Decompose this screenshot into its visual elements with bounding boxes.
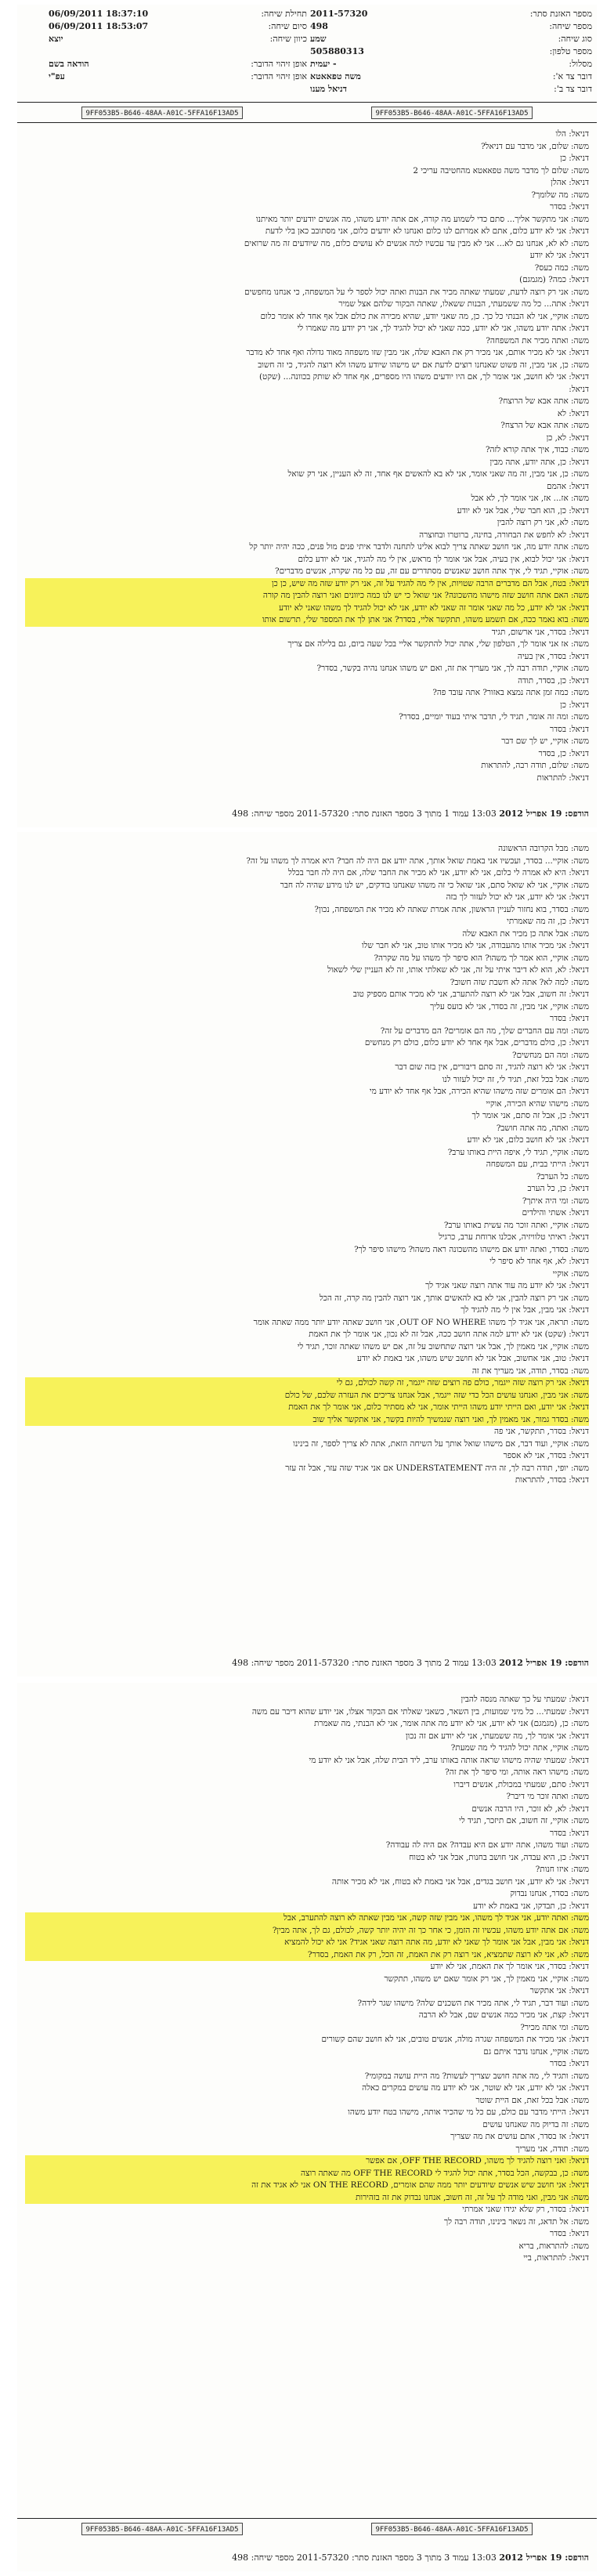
- footer-divider: [17, 2518, 597, 2519]
- transcript-line: משה: מישהו שהיא הכירה, אוקיי: [486, 1098, 589, 1109]
- transcript-line: דניאל: (שקט) אני לא יודע למה אתה חושב ככה, אבל זה לא נכון, אני אומר לך את האמת: [309, 1330, 589, 1339]
- transcript-line: דניאל: כן, הוא חבר שלי, אבל אני לא יודע: [457, 505, 589, 516]
- header-row: [49, 20, 307, 33]
- header-row: [310, 83, 592, 96]
- transcript-line: משה: ומה עם החברים שלך, מה הם אומרים? הם מדברים על זה?: [380, 1026, 589, 1036]
- transcript-line: דניאל: הייתי בבית, עם המשפחה: [486, 1160, 589, 1169]
- transcript-line: דניאל: אני מכיר את המשפחה שגרה מולה, אנשים טובים, אני לא חושב שהם קשורים: [321, 2035, 589, 2044]
- transcript-line: משה: ואתה זוכר מי דיבר?: [506, 1792, 589, 1801]
- transcript-line: משה: אז... אז, אני אומר לך, לא אבל: [471, 494, 589, 503]
- transcript-line: דניאל: טוב, אני אחשוב, אבל אני לא חושב שיש משהו, אני באמת לא יודע: [357, 1354, 589, 1363]
- transcript-line: משה: איזו חנות?: [535, 1865, 589, 1874]
- footer-prefix: הודפס: 19 אפריל 2012: [499, 809, 589, 819]
- header-field-label: תחילת שיחה:: [261, 9, 307, 19]
- transcript-line: משה: אוקיי, אני מאמין לך, אני רק אומר שאם יש משהו, תתקשר: [384, 1974, 589, 1984]
- transcript-line: דניאל: אני אתקשר: [529, 1986, 589, 1995]
- transcript-line: דניאל: שמעתי שהיה מישהו שראה אותה באותו ערב, ליד הבית שלה, אבל אני לא יודע מי: [309, 1755, 589, 1765]
- header-row: [310, 71, 592, 83]
- header-field-label: סוג שיחה:: [558, 34, 592, 44]
- transcript-line: משה: מה שלומך?: [531, 190, 589, 200]
- transcript-line: משה: כן, (מגמגם) אני לא יודע, אני לא יודע מה אתה אומר, אני לא הבנתי, מה שאמרת: [314, 1719, 589, 1728]
- transcript-line: משה: שלום לך מדבר משה טפאאטא מהחטיבה עריכי 2: [413, 165, 589, 175]
- header-field-value: - יעמית: [310, 59, 337, 69]
- transcript-line: דניאל: היא לא אמרה לי כלום, אני לא יודע, אני לא מכיר את החבר שלה, אם היה לה חבר בכלל: [287, 868, 589, 877]
- highlighted-transcript-line: משה: ואתה יודע, אני אגיד לך משהו, אני מבין שזה קשה, אני מבין שאתה לא רוצה להתערב, אבל: [25, 1912, 589, 1925]
- header-field-label: מסלול:: [569, 59, 592, 69]
- transcript-line: משה: כמה זמן אתה נמצא באזור? אתה עובד פה?: [432, 688, 589, 697]
- transcript-line: משה: אבל בכל זאת, תגיד לי, זה יכול לעזור לנו: [442, 1074, 589, 1084]
- transcript-line: דניאל: בסדר: [549, 724, 589, 734]
- transcript-line: משה: אבל אתה כן מכיר את האבא שלה: [462, 928, 589, 939]
- transcript-line: דניאל: אני יכול לבוא, אין בעיה, אבל אני אומר לך מראש, אין לי מה להגיד, אני לא יודע כלום: [298, 554, 589, 564]
- transcript-line: משה: ומי אתה מכיר?: [520, 2022, 589, 2032]
- transcript-line: דניאל: כן, בסדר: [538, 748, 589, 758]
- header-details-left: [49, 8, 307, 83]
- header-field-value: הודאה בשם: [49, 59, 89, 69]
- transcript-line: משה: זה בדיוק מה שאנחנו עושים: [482, 2119, 589, 2129]
- footer-prefix: הודפס: 19 אפריל 2012: [499, 1658, 589, 1668]
- header-field-label: דובר צד ב':: [554, 84, 592, 94]
- transcript-line: משה: כן, אני מבין, זה מה שאני אומר, אני לא בא להאשים אף אחד, זה לא העניין, אני רק שואל: [287, 469, 589, 479]
- transcript-line: משה: יופי, תודה רבה לך, זה היה UNDERSTATEMENT אם אני אגיד שזה עזר, אבל זה עזר: [285, 1463, 589, 1473]
- transcript-line: משה: אל תדאג, זה נשאר בינינו, תודה רבה לך: [444, 2216, 589, 2227]
- transcript-line: דניאל: בסדר, אני ארשום, תגיד: [491, 627, 589, 637]
- transcript-line: משה: כן, אני מבין, זה פשוט שאנחנו רוצים לדעת אם יש מישהו שיודע משהו ולא רוצה להגיד, כי זה חשוב: [258, 360, 589, 370]
- guid-label: 9FF053B5-B646-48AA-A01C-5FFA16F13AD5: [371, 107, 532, 119]
- transcript-line: משה: ועוד משהו, אתה יודע אם היא עבדה? אם היה לה עבודה?: [385, 1840, 589, 1850]
- transcript-line: דניאל: בסדר, תתקשר, אני פה: [494, 1427, 589, 1436]
- transcript-line: משה: ומה הם מנחשים?: [512, 1050, 589, 1060]
- highlighted-transcript-line: משה: בוא נאמר ככה, אם תשמע משהו, תתקשר אליי, בסדר? אני אתן לך את המספר שלי, תרשום אותו: [25, 614, 589, 627]
- transcript-line: דניאל: כן, בסדר, תודה: [518, 675, 589, 686]
- transcript-lines: [25, 128, 589, 784]
- page-footer: [25, 1656, 589, 1670]
- highlighted-transcript-line: משה: לא, אני לא רוצה שתמציא, אני רוצה רק את האמת, זה הכל, רק את האמת, בסדר?: [25, 1949, 589, 1962]
- footer-prefix: הודפס: 19 אפריל 2012: [499, 2552, 589, 2563]
- transcript-line: משה: אוקיי, תודה רבה לך, אני מעריך את זה, ואם יש משהו אנחנו נהיה בקשר, בסדר?: [316, 664, 589, 673]
- transcript-line: משה: כמה כעס?: [534, 262, 589, 273]
- page-footer: [25, 2551, 589, 2565]
- transcript-line: משה: אוקיי, אני מבין, זה בסדר, אני לא כועס עליך: [430, 1001, 589, 1011]
- transcript-line: משה: אני מתקשר אליך... סתם כדי לשמוע מה קורה, אם אתה יודע משהו, מה אנשים יודעים יותר מאיתנו: [255, 214, 589, 224]
- header-field-label: אופן זיהוי הדובר:: [251, 71, 307, 81]
- guid-label: 9FF053B5-B646-48AA-A01C-5FFA16F13AD5: [81, 2523, 242, 2535]
- transcript-line: דניאל: בסדר: [549, 2059, 589, 2068]
- footer-time: 13:03: [471, 1658, 497, 1668]
- transcript-line: דניאל: אני לא חושב כלום, אני לא יודע: [467, 1135, 589, 1145]
- transcript-line: משה: להתראות, בריא: [518, 2241, 589, 2251]
- transcript-line: דניאל: כן, כולם מדברים, אבל אף אחד לא יודע כלום, כולם רק מנחשים: [364, 1038, 589, 1047]
- transcript-line: משה: אתה אבא של הרוצח?: [498, 396, 589, 406]
- highlighted-transcript-line: משה: כן, בבקשה, הכל בסדר, אתה יכול להגיד לי OFF THE RECORD מה שאתה רוצה: [25, 2168, 589, 2180]
- header-field-value: משה טפאאטא: [310, 71, 361, 81]
- highlighted-transcript-line: דניאל: אני מבין, אבל אני אומר לך שאני לא יודע, מה אתה רוצה שאני אגיד? אני לא יכול להמציא: [25, 1937, 589, 1949]
- transcript-line: דניאל: אהלן: [551, 178, 589, 187]
- transcript-line: דניאל: כן, אבל זה סתם, אני אומר לך: [471, 1111, 589, 1120]
- transcript-line: משה: בסדר, תודה, אני מעריך את זה: [471, 1366, 589, 1376]
- transcript-line: משה: תודה, אני מעריך: [515, 2144, 589, 2154]
- transcript-line: משה: תראה, אני אגיד לך משהו OUT OF NO WHERE, אני חושב שאתה יודע יותר ממה שאתה אומר: [253, 1317, 589, 1327]
- transcript-line: משה: מישהו ראה אותה, ומי סיפר לך את זה?: [445, 1767, 589, 1777]
- header-field-value: 2011-57320: [310, 9, 368, 19]
- transcript-line: דניאל: בסדר, להתראות: [515, 1475, 589, 1485]
- header-row: [49, 71, 307, 83]
- transcript-line: דניאל: לא, אף אחד לא סיפר לי: [489, 1257, 589, 1266]
- highlighted-transcript-line: משה: אם אתה יודע משהו, עכשיו זה הזמן, כי אחר כך זה יהיה יותר קשה, לכולם, גם לך, אתה מבין?: [25, 1925, 589, 1937]
- header-divider: [17, 122, 597, 123]
- header-field-label: מספר שיחה:: [549, 21, 592, 31]
- footer-call: מספר שיחה: 498: [232, 809, 294, 819]
- header-row: [49, 58, 307, 71]
- footer-case: מספר האזנת סתר: 2011-57320: [296, 1658, 414, 1668]
- transcript-line: משה: אתה אבא של הרצח?: [500, 421, 589, 430]
- guid-label: 9FF053B5-B646-48AA-A01C-5FFA16F13AD5: [371, 2523, 532, 2535]
- transcript-line: משה: שלום, אני מדבר עם דניאל?: [481, 141, 589, 151]
- transcript-line: משה: אני רק רוצה להבין, אני לא בא להאשים אותך, אני רוצה להבין מה קרה, זה הכל: [319, 1293, 589, 1303]
- transcript-line: דניאל: כן, אתה יודע, אתה מבין: [489, 457, 589, 467]
- transcript-line: דניאל: אני לא יודע, אני חושב בגדים, אבל אני באמת לא בטוח, אני לא מכיר אותה: [331, 1876, 589, 1887]
- footer-call: מספר שיחה: 498: [232, 2552, 294, 2563]
- guid-label: 9FF053B5-B646-48AA-A01C-5FFA16F13AD5: [81, 107, 242, 119]
- highlighted-transcript-line: משה: בסדר גמור, אני מאמין לך, ואני רוצה שנמשיך להיות בקשר, אני אתקשר אליך שוב: [25, 1414, 589, 1427]
- header-field-label: כיוון שיחה:: [269, 34, 307, 44]
- header-row: [310, 33, 592, 45]
- transcript-line: דניאל: אני לא חושב, אני אומר לך, אם היו יודעים משהו היו מספרים, אף אחד לא שותק בכוונה... (שקט): [259, 372, 589, 382]
- highlighted-transcript-line: דניאל: אני רק רוצה שזה ייגמר, כולם פה רוצים שזה ייגמר, זה קשה לכולם, גם לי: [25, 1377, 589, 1390]
- transcript-lines: [25, 843, 589, 1487]
- footer-case: מספר האזנת סתר: 2011-57320: [296, 809, 414, 819]
- transcript-line: משה: ואתה, מה אתה חושב?: [496, 1123, 589, 1133]
- header-field-value: 498: [310, 21, 328, 31]
- transcript-line: משה: למה לא? אתה לא חשבת שזה חשוב?: [450, 977, 589, 987]
- transcript-line: משה: כבוד, איך אתה קורא לזה?: [485, 445, 589, 454]
- transcript-line: דניאל: בסדר, רק שלא יגידו שאני אמרתי: [462, 2205, 589, 2214]
- transcript-line: דניאל: בסדר, אין בעיה: [517, 651, 589, 661]
- transcript-line: דניאל: אהמם: [547, 481, 589, 491]
- header-field-value: שמע: [310, 34, 327, 44]
- transcript-line: משה: אוקיי... בסדר, ועכשיו אני באמת שואל אותך, אתה יודע אם היה לה חבר? היא אמרה לך משהו על זה?: [246, 856, 589, 866]
- transcript-line: משה: ומה זה אומר, תגיד לי, תדבר איתי בעוד יומיים, בסדר?: [399, 712, 589, 722]
- transcript-line: דניאל: בסדר: [549, 1828, 589, 1838]
- header-divider: [17, 102, 597, 103]
- transcript-line: משה: אז אני אומר לך, הטלפון שלי, אתה יכול להתקשר אליי בכל שעה ביום, גם בלילה אם צריך: [287, 639, 589, 649]
- highlighted-transcript-line: דניאל: אני יודע, ואם הייתי יודע משהו הייתי אומר, אני לא מסתיר כלום, אני אומר לך את האמת: [25, 1402, 589, 1414]
- footer-page: עמוד 2 מתוך 3: [416, 1658, 469, 1668]
- footer-page: עמוד 1 מתוך 3: [416, 809, 469, 819]
- transcript-line: דניאל: הייתי מדבר עם כולם, עם כל מי שהכיר אותה, מישהו בטח יודע משהו: [348, 2107, 589, 2117]
- transcript-page-2: [17, 832, 597, 1677]
- transcript-line: דניאל: בסדר: [549, 2229, 589, 2238]
- transcript-line: דניאל: לא, לא זוכר, היו הרבה אנשים: [471, 1804, 589, 1814]
- transcript-line: דניאל: להתראות, ביי: [523, 2253, 589, 2263]
- transcript-line: משה: אוקיי, אנחנו נדבר איתם גם: [483, 2046, 589, 2057]
- transcript-line: משה: אוקיי, תגיד לי, איפה היית באותו ערב?: [447, 1147, 589, 1157]
- transcript-line: משה: אבל בכל זאת, אם היית שוטר: [475, 2095, 589, 2105]
- footer-page: עמוד 3 מתוך 3: [416, 2552, 469, 2563]
- header-field-label: סיום שיחה:: [268, 21, 307, 31]
- transcript-line: דניאל: כמה? (מגמגם): [519, 275, 589, 284]
- transcript-line: משה: ואתה מכיר את המשפחה?: [486, 335, 589, 346]
- transcript-line: דניאל: כן: [560, 700, 589, 710]
- transcript-line: דניאל: סתם, שמעתי במכולת, אנשים דיברו: [453, 1779, 589, 1789]
- transcript-line: דניאל:: [569, 384, 589, 394]
- transcript-line: משה: בסדר, ואתה יודע אם מישהו מהשכונה ראה משהו? מישהו סיפר לך?: [354, 1244, 589, 1254]
- transcript-line: דניאל: אני אומר לך, מה ששמעתי, אני לא יודע אם זה נכון: [405, 1731, 589, 1741]
- transcript-line: דניאל: אני לא יודע, אני לא יכול לעזור לך בזה: [446, 892, 589, 902]
- transcript-line: דניאל: אתה... כל מה ששמעתי, הבנות ששאלו, שאתה הבקור שלהם אצל שמיר: [338, 299, 589, 309]
- transcript-line: דניאל: ראיתי טלוויזיה, אכלנו ארוחת ערב, כרגיל: [439, 1232, 589, 1242]
- footer-time: 13:03: [471, 809, 497, 819]
- transcript-line: משה: אני רק רוצה לדעת, שמעתי שאתה מכיר את הבנות ואתה יכול לספר לי על המשפחה, כי אנחנו מחפשים: [244, 287, 589, 297]
- transcript-line: משה: ועוד דבר, תגיד לי, אתה מכיר את השכנים שלה? מישהו שגר לידה?: [357, 1998, 589, 2008]
- transcript-line: דניאל: אני לא מכיר אותם, אני מכיר רק את האבא שלה, אני מבין שזו משפחה מאוד גדולה ואף אחד לא מדבר: [246, 348, 589, 357]
- transcript-line: משה: ותגיד לי, מה אתה חושב שצריך לעשות? מה היית עושה במקומי?: [364, 2071, 589, 2081]
- footer-call: מספר שיחה: 498: [232, 1658, 294, 1668]
- transcript-line: דניאל: לא, כן: [546, 432, 589, 443]
- transcript-line: דניאל: אשתי והילדים: [522, 1208, 589, 1217]
- transcript-line: דניאל: אני לא יודע מה עוד אתה רוצה שאני אגיד לך: [425, 1281, 589, 1290]
- transcript-line: דניאל: הם אומרים שזה מישהו שהיא הכירה, אבל אף אחד לא יודע מי: [369, 1087, 589, 1096]
- transcript-line: דניאל: שמעתי... כל מיני שמועות, בין השאר, כשאני שאלתי אם הבקור אצלו, אני יודע שהוא דיבר עם משה: [251, 1706, 589, 1717]
- header-field-value: 18:53:07 06/09/2011: [49, 21, 149, 31]
- transcript-line: דניאל: קצת, אני מכיר כמה אנשים שם, אבל לא הרבה: [418, 2010, 589, 2020]
- transcript-line: משה: כל הערב?: [536, 1171, 589, 1181]
- transcript-line: משה: אוקיי, יש לך שם דבר: [501, 736, 589, 746]
- highlighted-transcript-line: משה: האם אתה חושב שזה מישהו מהשכונה? אני שואל כי יש לנו כמה כיוונים ואני רוצה להבין מה קורה: [25, 590, 589, 602]
- transcript-line: דניאל: כן, זה מה שאמרתי: [507, 917, 589, 926]
- transcript-line: דניאל: לא: [557, 408, 589, 418]
- transcript-line: דניאל: כן, כל הערב: [527, 1184, 589, 1193]
- transcript-line: דניאל: אז בסדר, אתם עושים את מה שצריך: [450, 2132, 589, 2141]
- guid-strip-top: [17, 107, 597, 119]
- page-footer: [25, 807, 589, 821]
- transcript-line: דניאל: כן, היא עבדה, אני חושב בחנות, אבל אני לא בטוח: [409, 1852, 589, 1862]
- transcript-line: משה: מבל הקרובה הראשונה: [498, 844, 589, 853]
- highlighted-transcript-line: דניאל: אני חושב שיש אנשים שיודעים יותר ממה שהם אומרים, ON THE RECORD אני לא אגיד את זה: [25, 2180, 589, 2192]
- transcript-line: משה: אוקיי, תגיד לי, איך אתה חושב שאנשים מסתדרים עם זה, עם כל מה שקרה, אנשים מדברים?: [275, 566, 589, 576]
- header-field-label: אופן זיהוי הדובר:: [251, 59, 307, 69]
- transcript-line: משה: אוקיי, ועוד דבר, אם מישהו שואל אותך על השיחה הזאת, אתה לא צריך לספר, זה בינינו: [293, 1438, 589, 1449]
- header-field-value: 505880313: [310, 46, 364, 56]
- transcript-line: משה: אוקיי, אני לא שואל סתם, אני שואל כי זה משהו שאנחנו בודקים, יש לנו מידע שהיה לה חבר: [280, 880, 589, 890]
- transcript-line: משה: ומי היה איתך?: [522, 1196, 589, 1206]
- transcript-line: דניאל: אני מבין, אבל אין לי מה להגיד לך: [460, 1305, 589, 1315]
- transcript-line: משה: אוקיי, הוא אמר לך משהו? הוא סיפר לך משהו על מה שקרה?: [374, 953, 589, 963]
- transcript-line: דניאל: אני לא רוצה להגיד, זה סתם דיבורים, אין בזה שום דבר: [395, 1062, 589, 1072]
- transcript-page-1: [17, 5, 597, 827]
- transcript-line: משה: אתה יודע מה, אני חושב שאתה צריך לבוא אלינו לתחנה ולדבר איתי פנים מול פנים, ככה יהיה יותר קל: [249, 542, 589, 552]
- transcript-line: דניאל: להתראות: [536, 772, 589, 783]
- transcript-line: דניאל: זה חשוב, אבל אני לא רוצה להתערב, אני לא מכיר אותם מספיק טוב: [352, 990, 589, 999]
- header-field-value: עפ"י: [49, 71, 65, 81]
- transcript-line: דניאל: לא לחפש את הבחורה, בחינה, ברוטרו ובחוצרה: [419, 530, 589, 540]
- transcript-line: דניאל: לא, הוא לא דיבר איתי על זה, אני לא שאלתי אותו, זה לא העניין שלי לשאול: [327, 965, 589, 975]
- header-field-label: מספר האזנת סתר:: [529, 9, 592, 19]
- header-row: [49, 33, 307, 45]
- transcript-page-3: [17, 1683, 597, 2571]
- header-field-value: 18:37:10 06/09/2011: [49, 9, 149, 19]
- header-details-right: [310, 8, 592, 96]
- header-row: [310, 20, 592, 33]
- transcript-line: משה: אוקיי: [552, 1268, 589, 1279]
- transcript-line: משה: לא לא, אנחנו גם לא... אני לא מבין עד עכשיו למה אנשים לא עושים כלום, מה שיודעים זה מה שרואים: [244, 238, 589, 248]
- transcript-line: משה: לא, אני רק רוצה להבין: [497, 518, 589, 527]
- guid-strip-bottom: [17, 2523, 597, 2535]
- highlighted-transcript-line: דניאל: ואני רוצה להגיד לך משהו, OFF THE RECORD, אם אפשר: [25, 2155, 589, 2168]
- header-row: [49, 8, 307, 20]
- highlighted-transcript-line: דניאל: בטח, אבל הם מדברים הרבה שטויות, אין לי מה להגיד על זה, אני רק יודע שזה מה שיש, כן כן: [25, 578, 589, 591]
- header-row: [49, 45, 307, 58]
- transcript-line: דניאל: אתה יודע משהו, אני לא יודע, ככה שאני לא יכול להגיד לך, אני רק יודע מה שאמרו לי: [297, 324, 589, 333]
- transcript-lines: [25, 1694, 589, 2265]
- transcript-line: דניאל: שמעתי על כך שאתה מנסה להבין: [460, 1695, 589, 1704]
- header-field-value: יוצא: [49, 34, 63, 44]
- transcript-line: דניאל: הלו: [555, 129, 589, 139]
- transcript-line: דניאל: בסדר, אני אומר לך את האמת, אני לא יודע: [430, 1962, 589, 1971]
- transcript-line: דניאל: בסדר, אני לא אספר: [503, 1451, 589, 1460]
- transcript-line: משה: אוקיי, אני לא הבנתי כל כך. כן, מה שאני יודע, שהיא מכירה את כולם אבל אף אחד לא אומר כלום: [260, 311, 589, 321]
- transcript-line: משה: בסדר, אנחנו נבדוק: [510, 1889, 589, 1898]
- header-field-value: דניאל מענו: [310, 84, 347, 94]
- header-field-label: דובר צד א':: [552, 71, 592, 81]
- footer-case: מספר האזנת סתר: 2011-57320: [296, 2552, 414, 2563]
- transcript-line: משה: שלום, תודה רבה, להתראות: [481, 761, 589, 770]
- highlighted-transcript-line: דניאל: אני לא יודע, כל מה שאני אומר זה שאני לא יודע, אני לא יכול להגיד לך משהו שאני לא יודע: [25, 602, 589, 615]
- transcript-line: דניאל: אני לא יודע: [529, 251, 589, 260]
- transcript-line: דניאל: אני מכיר אותו מהעבודה, אני לא מכיר אותו טוב, אני לא חבר שלו: [361, 941, 589, 950]
- transcript-line: משה: אוקיי, זה חשוב, אם תיזכר, תגיד לי: [459, 1816, 589, 1825]
- transcript-line: דניאל: אני לא יודע, אני לא שוטר, אני לא יודע מה עושים במקרים כאלה: [362, 2083, 589, 2093]
- transcript-line: דניאל: בסדר: [549, 202, 589, 212]
- header-row: [310, 58, 592, 71]
- transcript-line: משה: אוקיי, ואתה זוכר מה עשית באותו ערב?: [443, 1220, 589, 1230]
- transcript-line: משה: אוקיי, אני מאמין לך, אבל אני רוצה שתחשוב על זה, אם יש משהו שאתה זוכר, תגיד לי: [297, 1341, 589, 1351]
- transcript-line: דניאל: כן: [560, 154, 589, 163]
- transcript-line: משה: בסדר, בוא נחזור לעניין הראשון, אתה אמרת שאתה לא מכיר את המשפחה, נכון?: [314, 904, 589, 914]
- transcript-line: דניאל: בסדר: [549, 1014, 589, 1023]
- header-field-label: מספר טלפון:: [549, 46, 592, 56]
- highlighted-transcript-line: משה: אני מבין, ואנחנו עושים הכל כדי שזה ייגמר, אבל אנחנו צריכים את העזרה שלכם, של כולם: [25, 1390, 589, 1402]
- highlighted-transcript-line: משה: אני מבין, ואני מודה לך על זה, זה חשוב, אנחנו נבדוק את זה בזהירות: [25, 2192, 589, 2205]
- header-row: [310, 45, 592, 58]
- header-row: [310, 8, 592, 20]
- transcript-line: משה: אוקיי, אתה יכול להגיד לי מה שמעת?: [450, 1743, 589, 1753]
- transcript-line: דניאל: אני לא יודע כלום, אתם לא אמרתם לנו כלום ואנחנו לא יודעים כלום, אני מסתובב כאן בלי לדעת: [265, 226, 589, 236]
- transcript-line: דניאל: כן, תבדקו, אני באמת לא יודע: [473, 1901, 589, 1911]
- footer-time: 13:03: [471, 2552, 497, 2563]
